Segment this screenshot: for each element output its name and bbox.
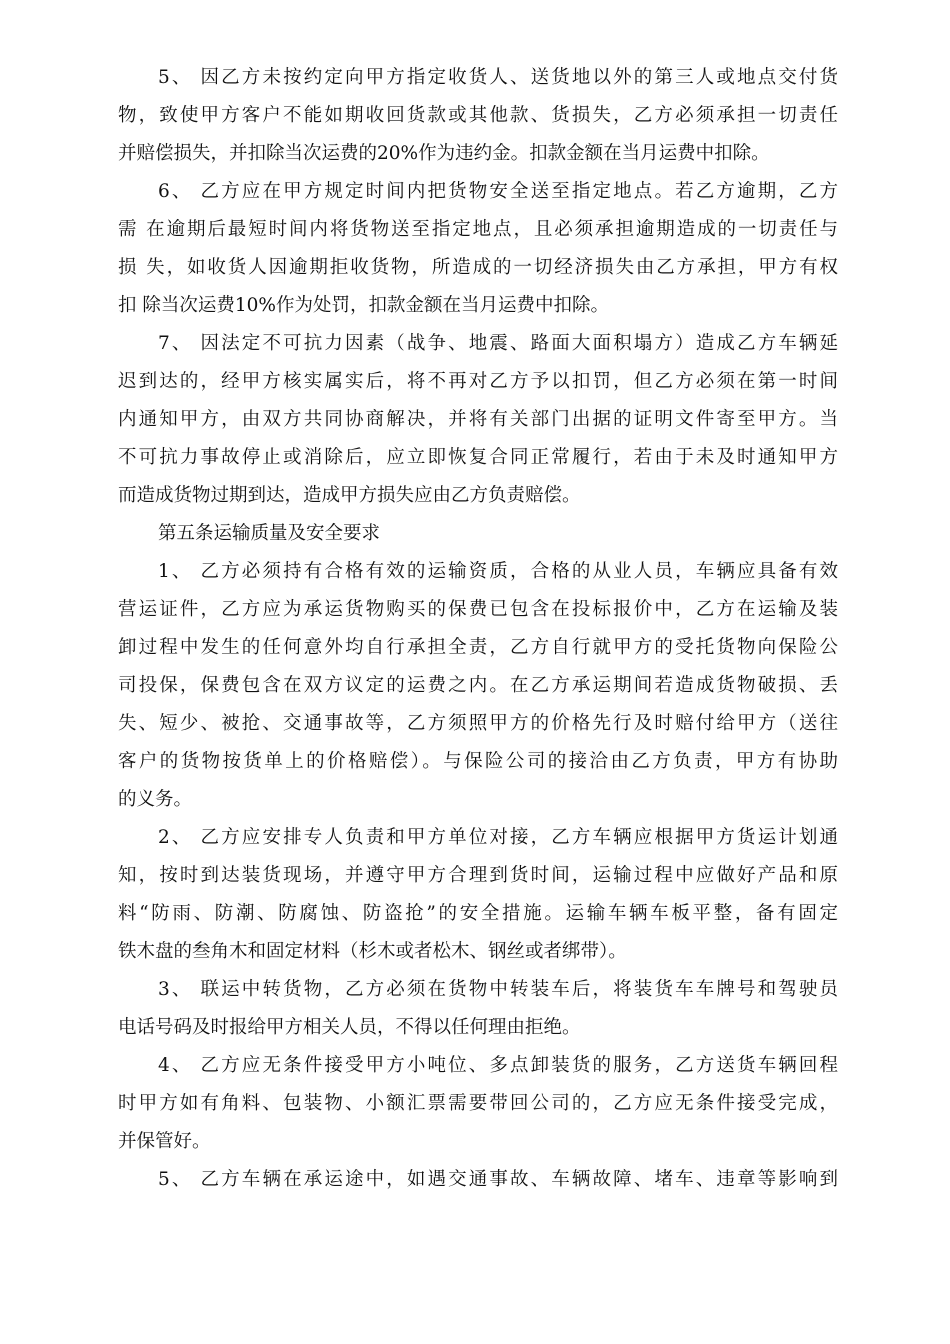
text-line: 的义务。	[118, 789, 193, 810]
text-line: 1、 乙方必须持有合格有效的运输资质，合格的从业人员，车辆应具备有效	[158, 561, 838, 582]
text-line: 知，按时到达装货现场，并遵守甲方合理到货时间，运输过程中应做好产品和原	[118, 865, 838, 886]
text-line: 时甲方如有角料、包装物、小额汇票需要带回公司的，乙方应无条件接受完成，	[118, 1093, 838, 1114]
text-line: 而造成货物过期到达，造成甲方损失应由乙方负责赔偿。	[118, 485, 581, 506]
text-line: 第五条运输质量及安全要求	[158, 523, 381, 544]
text-line: 扣 除当次运费10%作为处罚，扣款金额在当月运费中扣除。	[118, 295, 610, 316]
text-line: 铁木盘的叁角木和固定材料（杉木或者松木、钢丝或者绑带）。	[118, 941, 627, 962]
text-line: 损 失，如收货人因逾期拒收货物，所造成的一切经济损失由乙方承担，甲方有权	[118, 257, 838, 278]
text-line: 2、 乙方应安排专人负责和甲方单位对接，乙方车辆应根据甲方货运计划通	[158, 827, 838, 848]
text-line: 不可抗力事故停止或消除后，应立即恢复合同正常履行，若由于未及时通知甲方	[118, 447, 838, 468]
document-body	[118, 59, 838, 1199]
text-line: 营运证件，乙方应为承运货物购买的保费已包含在投标报价中，乙方在运输及装	[118, 599, 838, 620]
text-line: 7、 因法定不可抗力因素（战争、地震、路面大面积塌方）造成乙方车辆延	[158, 333, 838, 354]
text-line: 并赔偿损失，并扣除当次运费的20%作为违约金。扣款金额在当月运费中扣除。	[118, 143, 770, 164]
text-line: 6、 乙方应在甲方规定时间内把货物安全送至指定地点。若乙方逾期，乙方	[158, 181, 838, 202]
text-line: 3、 联运中转货物，乙方必须在货物中转装车后，将装货车车牌号和驾驶员	[158, 979, 838, 1000]
text-line: 5、 乙方车辆在承运途中，如遇交通事故、车辆故障、堵车、违章等影响到	[158, 1169, 838, 1190]
text-line: 5、 因乙方未按约定向甲方指定收货人、送货地以外的第三人或地点交付货	[158, 67, 838, 88]
text-line: 内通知甲方，由双方共同协商解决，并将有关部门出据的证明文件寄至甲方。当	[118, 409, 838, 430]
text-line: 料“防雨、防潮、防腐蚀、防盗抢”的安全措施。运输车辆车板平整，备有固定	[118, 903, 838, 924]
text-line: 并保管好。	[118, 1131, 211, 1152]
text-line: 卸过程中发生的任何意外均自行承担全责，乙方自行就甲方的受托货物向保险公	[118, 637, 838, 658]
text-line: 客户的货物按货单上的价格赔偿）。与保险公司的接洽由乙方负责，甲方有协助	[118, 751, 838, 772]
text-line: 司投保，保费包含在双方议定的运费之内。在乙方承运期间若造成货物破损、丢	[118, 675, 838, 696]
text-line: 物，致使甲方客户不能如期收回货款或其他款、货损失，乙方必须承担一切责任	[118, 105, 838, 126]
text-line: 电话号码及时报给甲方相关人员，不得以任何理由拒绝。	[118, 1017, 581, 1038]
text-line: 迟到达的，经甲方核实属实后，将不再对乙方予以扣罚，但乙方必须在第一时间	[118, 371, 838, 392]
text-line: 需 在逾期后最短时间内将货物送至指定地点，且必须承担逾期造成的一切责任与	[118, 219, 838, 240]
text-line: 失、短少、被抢、交通事故等，乙方须照甲方的价格先行及时赔付给甲方（送往	[118, 713, 838, 734]
text-line: 4、 乙方应无条件接受甲方小吨位、多点卸装货的服务，乙方送货车辆回程	[158, 1055, 838, 1076]
